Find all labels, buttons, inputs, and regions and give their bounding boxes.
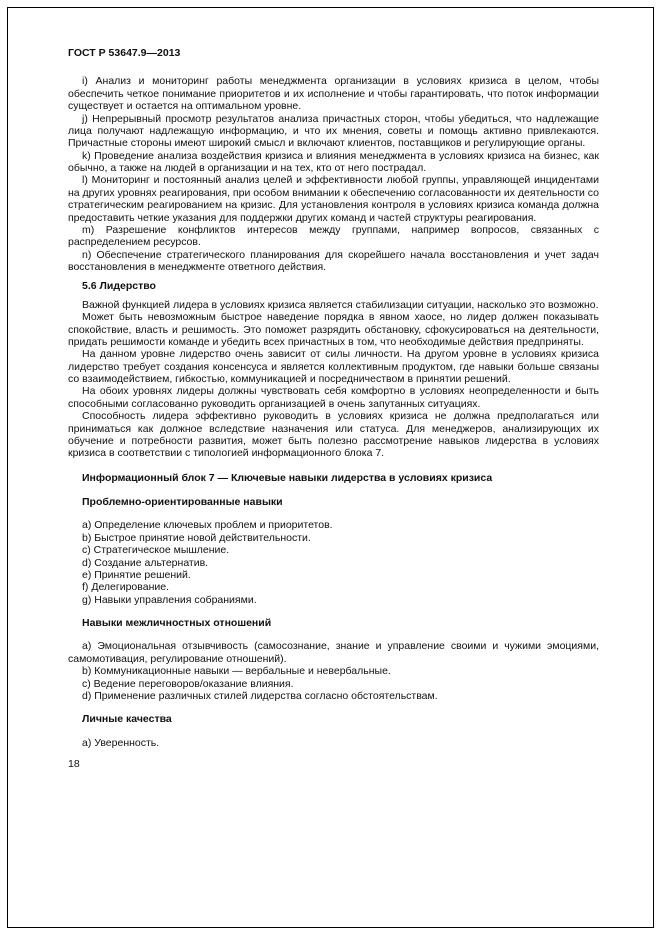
paragraph-leadership-5: Способность лидера эффективно руководить в условиях кризиса не должна предполагаться или приниматься как должное вследствие назначения или статуса. Для менеджеров, анализирующих их обучение и потребности развития, может быть полезно рассмотрение навыков лидерства в условиях кризиса в соответствии с типологией информационного блока 7. <box>68 410 599 460</box>
problem-skill-item: g) Навыки управления собраниями. <box>82 593 257 606</box>
problem-skill-item: c) Стратегическое мышление. <box>82 544 230 557</box>
paragraph-item-i: i) Анализ и мониторинг работы менеджмента организации в условиях кризиса в целом, чтобы обеспечить четкое понимание приоритетов и их исполнение и чтобы гарантировать, что поток информации существует и остается на оптимальном уровне. <box>68 75 599 113</box>
paragraph-leadership-4: На обоих уровнях лидеры должны чувствовать себя комфортно в условиях неопределенности и быть способными согласованно руководить организацией в очень запутанных ситуациях. <box>68 385 599 410</box>
paragraph-item-n: n) Обеспечение стратегического планирования для скорейшего начала восстановления и учет задач восстановления в менеджменте ответного действия. <box>68 248 599 273</box>
paragraph-leadership-2: Может быть невозможным быстрое наведение порядка в явном хаосе, но лидер должен показывать спокойствие, власть и решимость. Это поможет разрядить обстановку, сфокусироваться на деятельности, придать решимости команде и убедить всех причастных в том, что необходимые действия предприняты. <box>68 311 599 348</box>
problem-skill-item: f) Делегирование. <box>82 581 169 594</box>
paragraph-leadership-3: На данном уровне лидерство очень зависит от силы личности. На другом уровне в условиях кризиса лидерство требует создания консенсуса и является коллективным продуктом, где навыки больше связаны со взаимодействием, гибкостью, коммуникацией и посредничеством в принятии решений. <box>68 348 599 385</box>
paragraph-leadership-1: Важной функцией лидера в условиях кризиса является стабилизации ситуации, насколько это возможно. <box>82 298 599 311</box>
paragraph-item-j: j) Непрерывный просмотр результатов анализа причастных сторон, чтобы убедиться, что надлежащие лица получают надлежащую информацию, и что их мнения, советы и помощь активно привлекаются. Причастные стороны имеют широкий смысл и включают клиентов, поставщиков и регулирующие органы. <box>68 112 599 150</box>
interpersonal-skill-item: c) Ведение переговоров/оказание влияния. <box>82 677 294 690</box>
interpersonal-skill-item: d) Применение различных стилей лидерства согласно обстоятельствам. <box>82 689 438 702</box>
interpersonal-skill-item: b) Коммуникационные навыки — вербальные и невербальные. <box>82 665 391 678</box>
personal-quality-item: a) Уверенность. <box>82 736 160 749</box>
paragraph-item-k: k) Проведение анализа воздействия кризиса и влияния менеджмента в условиях кризиса на бизнес, как обычно, а также на людей в организации и на тех, кто от него пострадал. <box>68 149 599 174</box>
interpersonal-skill-item: a) Эмоциональная отзывчивость (самосознание, знание и управление своими и чужими эмоциями, самомотивация, регулирование отношений). <box>68 640 599 665</box>
personal-qualities-title: Личные качества <box>82 713 172 726</box>
standard-number-header: ГОСТ Р 53647.9—2013 <box>68 47 181 59</box>
page-content <box>68 47 599 770</box>
interpersonal-skills-title: Навыки межличностных отношений <box>82 617 272 629</box>
problem-skill-item: d) Создание альтернатив. <box>82 556 209 569</box>
problem-skill-item: b) Быстрое принятие новой действительности. <box>82 531 311 544</box>
problem-skill-item: a) Определение ключевых проблем и приоритетов. <box>82 519 333 532</box>
problem-skill-item: e) Принятие решений. <box>82 568 191 581</box>
paragraph-item-m: m) Разрешение конфликтов интересов между группами, например вопросов, связанных с распределением ресурсов. <box>68 223 599 249</box>
problem-skills-title: Проблемно-ориентированные навыки <box>82 496 283 508</box>
paragraph-item-l: l) Мониторинг и постоянный анализ целей и эффективности любой группы, управляющей инцидентами на других уровнях реагирования, при особом внимании к обеспечению согласованности их деятельности со стратегическим реагированием на кризис. Для установления контроля в условиях кризиса команда должна предоставить четкие указания для поддержки других команд и частей структуры реагирования. <box>68 174 600 224</box>
section-heading-leadership: 5.6 Лидерство <box>82 280 156 293</box>
page-number: 18 <box>68 758 80 770</box>
infoblock-7-title: Информационный блок 7 — Ключевые навыки лидерства в условиях кризиса <box>82 471 493 484</box>
